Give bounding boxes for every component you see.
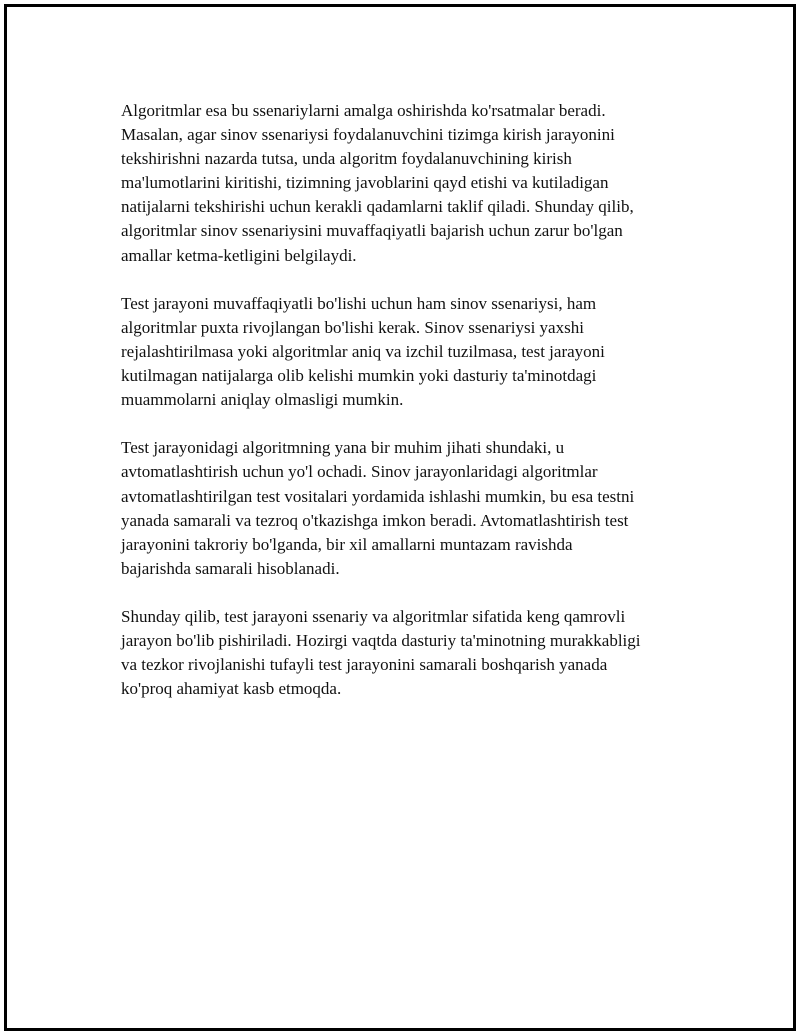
text-line: algoritmlar sinov ssenariysini muvaffaqiyatli bajarish uchun zarur bo'lgan	[121, 221, 623, 241]
text-line: yanada samarali va tezroq o'tkazishga imkon beradi. Avtomatlashtirish test	[121, 510, 629, 530]
text-line: Shunday qilib, test jarayoni ssenariy va algoritmlar sifatida keng qamrovli	[121, 606, 626, 626]
text-line: Test jarayonidagi algoritmning yana bir muhim jihati shundaki, u	[121, 438, 565, 458]
text-line: jarayon bo'lib pishiriladi. Hozirgi vaqtda dasturiy ta'minotning murakkabligi	[121, 631, 641, 651]
paragraph-2	[121, 292, 701, 412]
text-line: muammolarni aniqlay olmasligi mumkin.	[121, 390, 404, 410]
text-line: kutilmagan natijalarga olib kelishi mumkin yoki dasturiy ta'minotdagi	[121, 366, 597, 386]
text-line: va tezkor rivojlanishi tufayli test jarayonini samarali boshqarish yanada	[121, 655, 608, 675]
text-line: amallar ketma-ketligini belgilaydi.	[121, 245, 357, 265]
text-line: ma'lumotlarini kiritishi, tizimning javoblarini qayd etishi va kutiladigan	[121, 173, 609, 193]
text-line: Algoritmlar esa bu ssenariylarni amalga oshirishda ko'rsatmalar beradi.	[121, 101, 606, 120]
text-line: algoritmlar puxta rivojlangan bo'lishi kerak. Sinov ssenariysi yaxshi	[121, 317, 584, 337]
paragraph-3	[121, 436, 701, 581]
page-frame	[4, 4, 796, 1031]
text-line: Test jarayoni muvaffaqiyatli bo'lishi uchun ham sinov ssenariysi, ham	[121, 293, 597, 313]
text-line: bajarishda samarali hisoblanadi.	[121, 558, 340, 578]
text-line: avtomatlashtirish uchun yo'l ochadi. Sinov jarayonlaridagi algoritmlar	[121, 462, 598, 482]
text-line: tekshirishni nazarda tutsa, unda algoritm foydalanuvchining kirish	[121, 149, 572, 169]
text-line: ko'proq ahamiyat kasb etmoqda.	[121, 679, 342, 699]
paragraph-1	[121, 99, 701, 268]
text-line: Masalan, agar sinov ssenariysi foydalanuvchini tizimga kirish jarayonini	[121, 125, 615, 145]
text-line: jarayonini takroriy bo'lganda, bir xil amallarni muntazam ravishda	[121, 534, 573, 554]
document-body	[121, 99, 701, 725]
paragraph-4	[121, 605, 701, 701]
text-line: avtomatlashtirilgan test vositalari yordamida ishlashi mumkin, bu esa testni	[121, 486, 635, 506]
text-line: rejalashtirilmasa yoki algoritmlar aniq va izchil tuzilmasa, test jarayoni	[121, 341, 605, 361]
text-line: natijalarni tekshirishi uchun kerakli qadamlarni taklif qiladi. Shunday qilib,	[121, 197, 634, 217]
